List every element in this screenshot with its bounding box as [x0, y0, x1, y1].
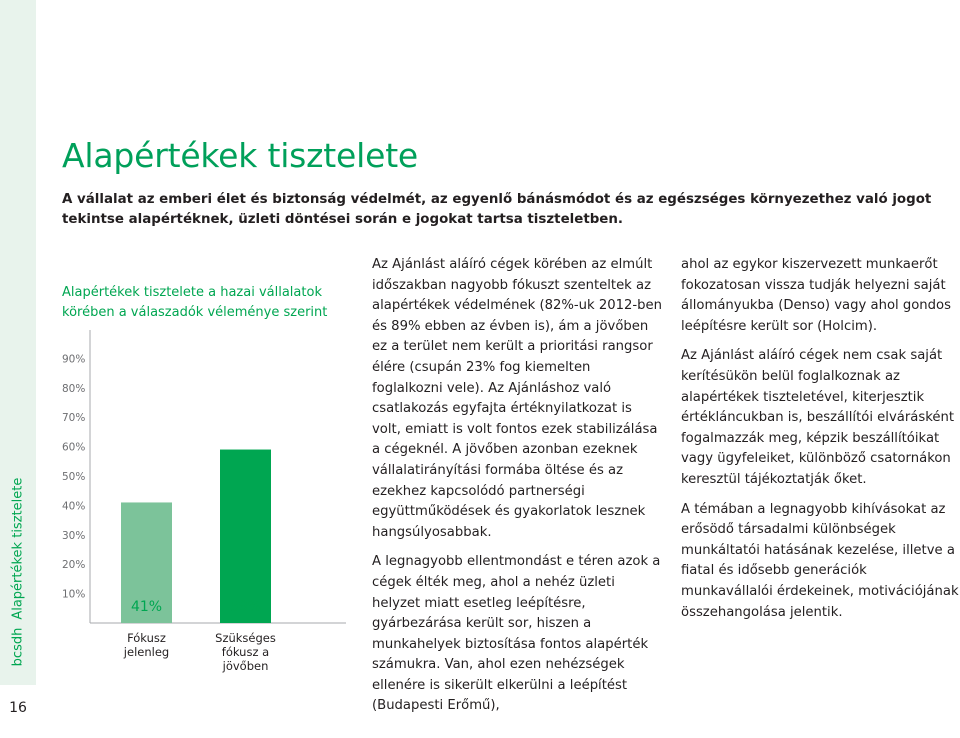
data-label: 41%	[130, 599, 163, 615]
text-column-2	[681, 255, 959, 632]
y-tick-label: 40%	[62, 500, 86, 513]
page-title: Alapértékek tisztelete	[62, 136, 419, 175]
bar-chart	[40, 330, 360, 690]
brand-logo-text: bcsdh	[10, 627, 26, 667]
data-label: 59%	[229, 599, 262, 615]
x-tick-label: Szükséges	[215, 631, 276, 645]
chart-title: Alapértékek tisztelete a hazai vállalatok körében a válaszadók véleménye szerint	[62, 285, 328, 320]
x-tick-label: fókusz a	[221, 645, 270, 659]
sidebar-label	[11, 478, 26, 667]
page-number: 16	[9, 700, 27, 716]
y-tick-label: 60%	[62, 441, 86, 454]
y-tick-label: 30%	[62, 529, 86, 542]
paragraph: ahol az egykor kiszervezett munkaerőt fokozatosan vissza tudják helyezni saját állományukba (Denso) vagy ahol gondos leépítésre került sor (Holcim).	[681, 257, 951, 334]
bar	[220, 450, 271, 623]
y-tick-label: 20%	[62, 559, 86, 572]
paragraph: Az Ajánlást aláíró cégek nem csak saját kerítésükön belül foglalkoznak az alapértékek tiszteletével, kiterjesztik értékláncukban is, beszállítói elvárásként fogalmazzák meg, képzik beszállítóikat vagy ügyfeleiket, különböző csatornákon keresztül tájékoztatják őket.	[681, 348, 955, 487]
sidebar-section-title: Alapértékek tisztelete	[10, 477, 26, 620]
y-tick-label: 70%	[62, 412, 86, 425]
paragraph: Az Ajánlást aláíró cégek körében az elmúlt időszakban nagyobb fókuszt szenteltek az alapértékek védelmének (82%-uk 2012-ben és 89% ebben az évben is), ám a jövőben ez a terület nem került a prioritási rangsor élére (csupán 23% fog kiemelten foglalkozni vele). Az Ajánláshoz való csatlakozás egyfajta értéknyilatkozat is volt, emiatt is volt fontos ezek stabilizálása a cégeknél. A jövőben azonban ezeknek vállalatirányítási formába öltése és az ezekhez kapcsolódó partnerségi együttműködések és gyakorlatok lesznek hangsúlyosabbak.	[372, 257, 663, 540]
y-tick-label: 90%	[62, 353, 86, 366]
y-tick-label: 10%	[62, 588, 86, 601]
x-tick-label: jelenleg	[123, 645, 170, 659]
sidebar	[0, 0, 36, 685]
x-tick-label: jövőben	[222, 659, 269, 673]
y-tick-label: 50%	[62, 471, 86, 483]
text-column-1	[372, 255, 662, 726]
paragraph: A legnagyobb ellentmondást e téren azok a cégek élték meg, ahol a nehéz üzleti helyzet miatt esetleg leépítésre, gyárbezárása került sor, hiszen a munkahelyek biztosítása fontos alapérték számukra. Van, ahol ezen nehézségek ellenére is sikerült elkerülni a leépítést (Budapesti Erőmű),	[372, 554, 661, 714]
intro-paragraph: A vállalat az emberi élet és biztonság védelmét, az egyenlő bánásmódot és az egészséges környezethez való jogot tekintse alapértéknek, üzleti döntései során e jogokat tartsa tiszteletben.	[62, 192, 932, 227]
y-tick-label: 80%	[62, 382, 86, 395]
x-tick-label: Fókusz	[127, 631, 166, 645]
paragraph: A témában a legnagyobb kihívásokat az erősödő társadalmi különbségek munkáltatói hatásának kezelése, illetve a fiatal és idősebb generációk munkavállalói érdekeinek, motivációjának összehangolása jelentik.	[681, 501, 959, 620]
